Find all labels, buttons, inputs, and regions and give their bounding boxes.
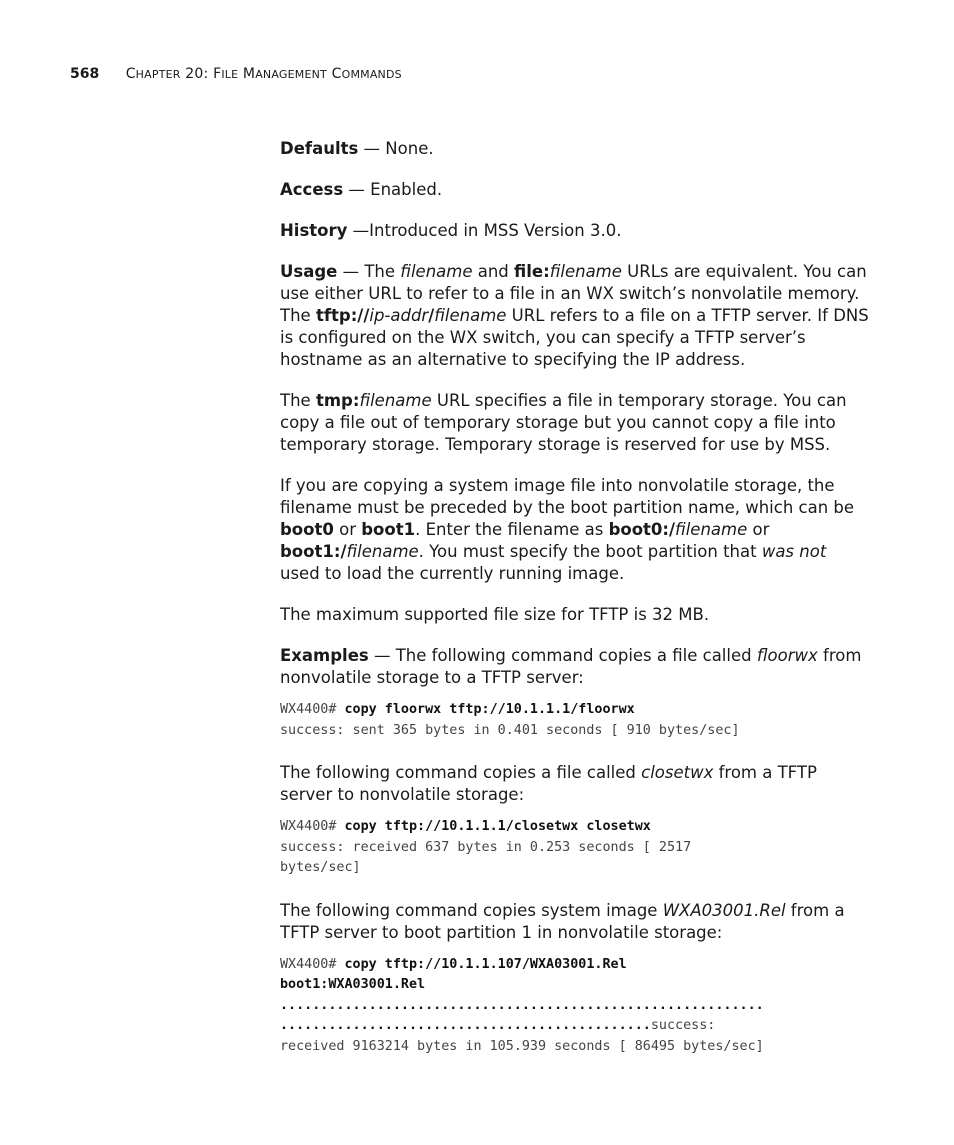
closetwx-paragraph: The following command copies a file called closetwx from a TFTP server to nonvolatile storage:: [280, 763, 817, 804]
code-example-1: WX4400# copy floorwx tftp://10.1.1.1/floorwx success: sent 365 bytes in 0.401 seconds [ 910 bytes/sec]: [280, 702, 740, 738]
system-image-copy-paragraph: The following command copies system image WXA03001.Rel from a TFTP server to boot partition 1 in nonvolatile storage:: [280, 900, 845, 942]
tmp-paragraph: The tmp:filename URL specifies a file in temporary storage. You can copy a file out of temporary storage but you cannot copy a file into temporary storage. Temporary storage is reserved for use by MSS.: [280, 391, 847, 454]
page-number: 568: [70, 66, 100, 82]
code-example-2: WX4400# copy tftp://10.1.1.1/closetwx closetwx success: received 637 bytes in 0.253 seconds [ 2517 bytes/sec]: [280, 819, 692, 875]
code-example-3: WX4400# copy tftp://10.1.1.107/WXA03001.Rel boot1:WXA03001.Rel ............................................................ ..............................................success: received 9163214 bytes in 105.939 seconds [ 86495 bytes/sec]: [280, 956, 764, 1054]
examples-paragraph: Examples — The following command copies a file called floorwx from nonvolatile storage to a TFTP server:: [280, 646, 862, 687]
running-header: [70, 66, 402, 82]
access-paragraph: Access — Enabled.: [280, 180, 443, 199]
chapter-title: CHAPTER 20: FILE MANAGEMENT COMMANDS: [125, 66, 402, 82]
max-size-paragraph: The maximum supported file size for TFTP is 32 MB.: [280, 605, 710, 624]
page-body: [280, 138, 870, 1078]
system-image-paragraph: If you are copying a system image file into nonvolatile storage, the filename must be preceded by the boot partition name, which can be boot0 or boot1. Enter the filename as boot0:/filename or boot1:/filename. You must specify the boot partition that was not used to load the currently running image.: [280, 476, 855, 583]
history-paragraph: History —Introduced in MSS Version 3.0.: [280, 221, 622, 240]
defaults-paragraph: Defaults — None.: [280, 139, 434, 158]
usage-paragraph: Usage — The filename and file:filename URLs are equivalent. You can use either URL to refer to a file in an WX switch’s nonvolatile memory. The tftp://ip-addr/filename URL refers to a file on a TFTP server. If DNS is configured on the WX switch, you can specify a TFTP server’s hostname as an alternative to specifying the IP address.: [280, 262, 869, 369]
